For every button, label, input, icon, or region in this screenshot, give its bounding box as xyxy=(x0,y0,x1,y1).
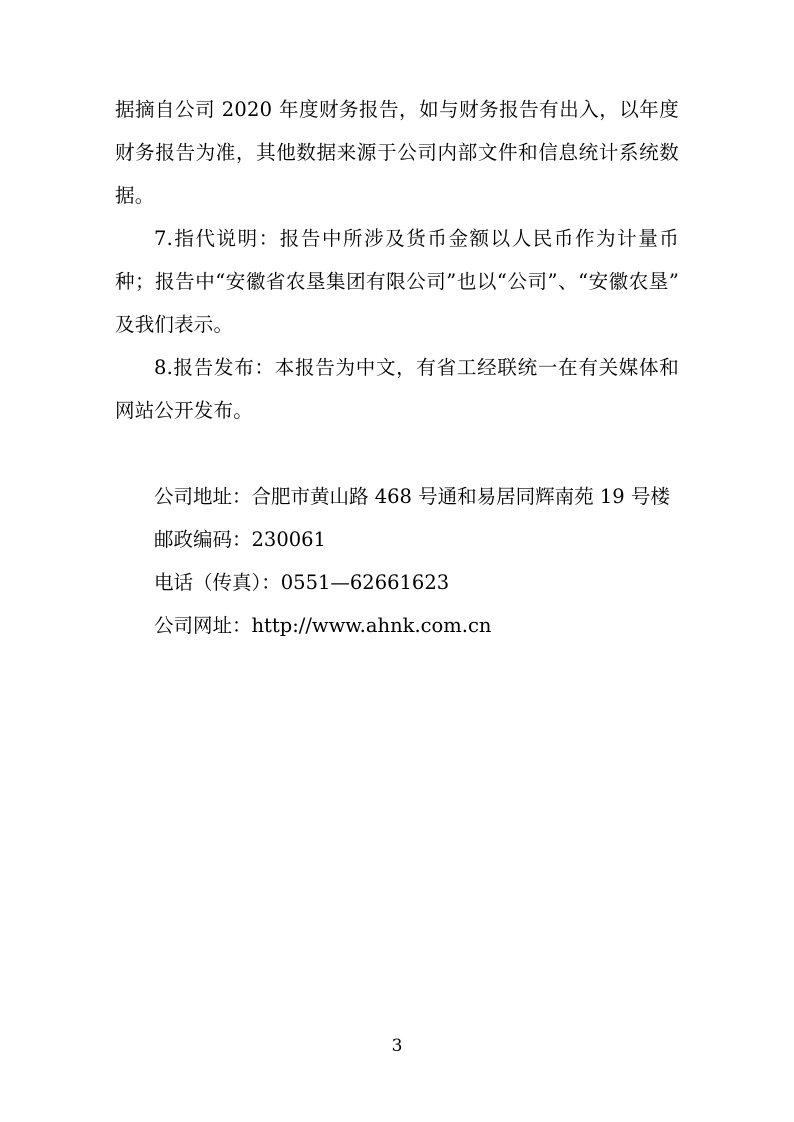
contact-company-address: 公司地址：合肥市黄山路 468 号通和易居同辉南苑 19 号楼 xyxy=(154,485,670,508)
page-body xyxy=(115,88,679,647)
page-number: 3 xyxy=(391,1036,403,1056)
paragraph-item-8-release: 8.报告发布：本报告为中文，有省工经联统一在有关媒体和网站公开发布。 xyxy=(115,356,679,422)
paragraph-item-7-designation: 7.指代说明：报告中所涉及货币金额以人民币作为计量币种；报告中“安徽省农垦集团有限公司”也以“公司”、“安徽农垦”及我们表示。 xyxy=(115,227,679,336)
contact-block xyxy=(115,475,679,647)
paragraph-spacer xyxy=(115,432,679,475)
contact-postal-code: 邮政编码：230061 xyxy=(154,528,326,551)
contact-company-website: 公司网址：http://www.ahnk.com.cn xyxy=(154,614,492,637)
paragraph-continuation: 据摘自公司 2020 年度财务报告，如与财务报告有出入，以年度财务报告为准，其他数据来源于公司内部文件和信息统计系统数据。 xyxy=(115,98,679,207)
contact-telephone-fax: 电话（传真）：0551—62661623 xyxy=(154,571,450,594)
